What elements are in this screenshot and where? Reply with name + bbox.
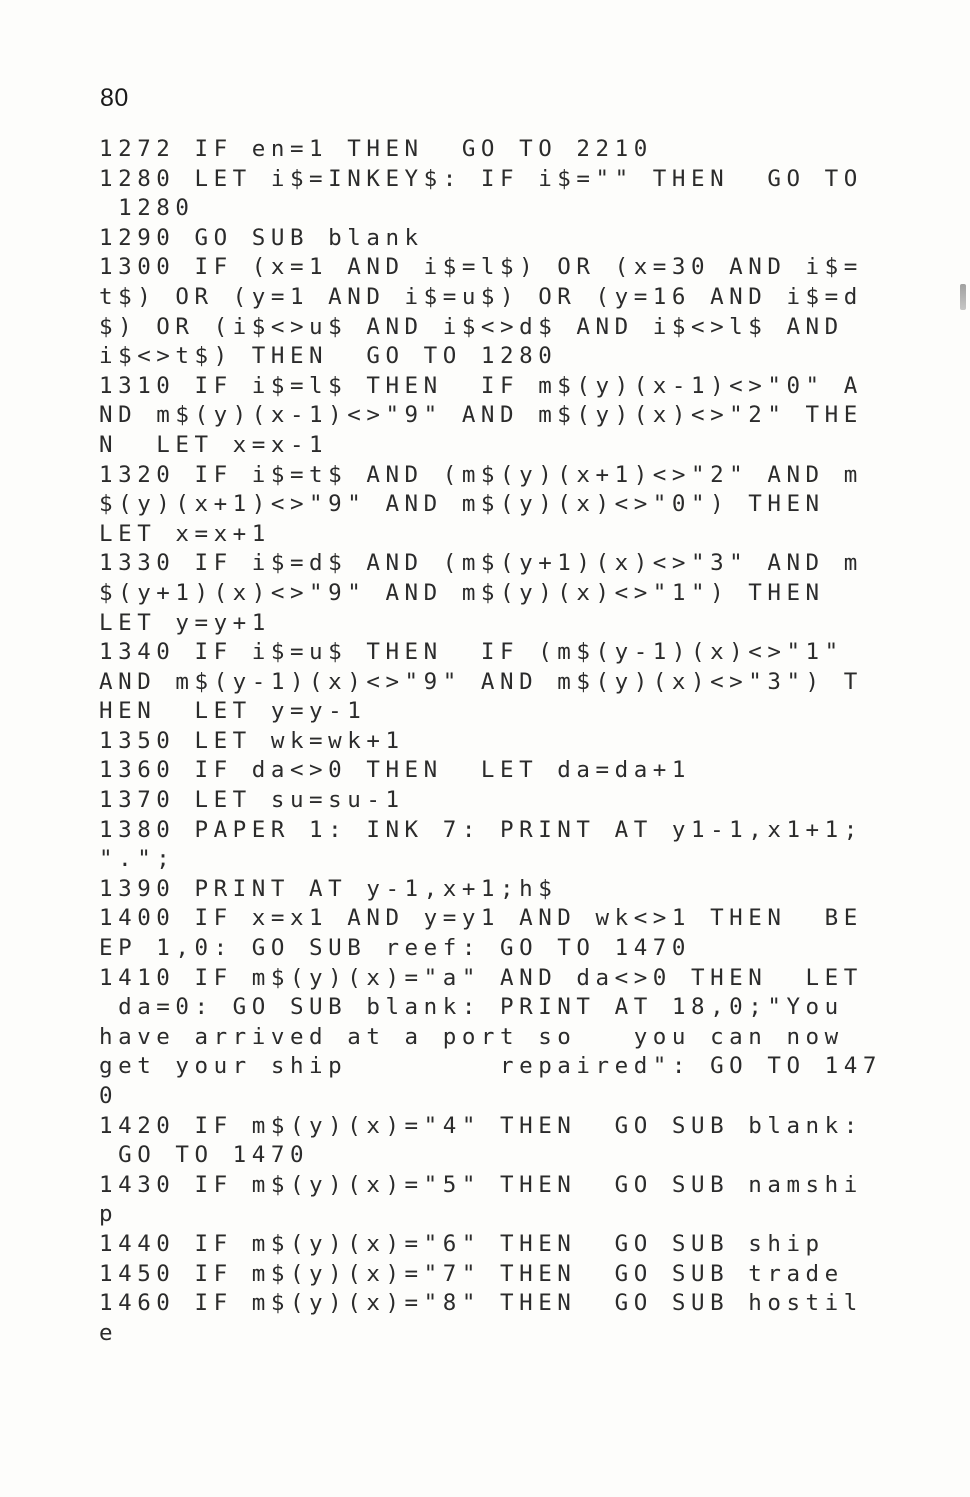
code-line: 1310 IF i$=l$ THEN IF m$(y)(x-1)<>"0" A xyxy=(99,372,863,399)
code-line: "."; xyxy=(99,846,176,873)
basic-program-listing xyxy=(99,135,882,1348)
code-line: 1460 IF m$(y)(x)="8" THEN GO SUB hostil xyxy=(99,1290,863,1317)
code-line: 1272 IF en=1 THEN GO TO 2210 xyxy=(99,136,653,162)
code-line: 1280 LET i$=INKEY$: IF i$="" THEN GO TO xyxy=(99,165,863,192)
scan-edge-mark xyxy=(960,284,966,310)
code-line: get your ship repaired": GO TO 147 xyxy=(99,1053,882,1080)
code-line: LET x=x+1 xyxy=(99,520,271,547)
code-line: $(y)(x+1)<>"9" AND m$(y)(x)<>"0") THEN xyxy=(99,491,825,518)
code-line: EP 1,0: GO SUB reef: GO TO 1470 xyxy=(99,935,691,962)
code-line: 1360 IF da<>0 THEN LET da=da+1 xyxy=(99,757,691,784)
code-line: N LET x=x-1 xyxy=(99,431,329,458)
code-line: i$<>t$) THEN GO TO 1280 xyxy=(99,343,558,370)
code-line: 1350 LET wk=wk+1 xyxy=(99,727,405,754)
code-line: 1430 IF m$(y)(x)="5" THEN GO SUB namshi xyxy=(99,1171,863,1198)
code-line: LET y=y+1 xyxy=(99,609,271,636)
code-line: 1290 GO SUB blank xyxy=(99,224,424,251)
code-line: 0 xyxy=(99,1083,119,1109)
code-line: $(y+1)(x)<>"9" AND m$(y)(x)<>"1") THEN xyxy=(99,579,825,606)
code-line: 1340 IF i$=u$ THEN IF (m$(y-1)(x)<>"1" xyxy=(99,639,844,666)
code-line: 1370 LET su=su-1 xyxy=(99,787,405,814)
code-line: 1420 IF m$(y)(x)="4" THEN GO SUB blank: xyxy=(99,1112,863,1139)
code-line: da=0: GO SUB blank: PRINT AT 18,0;"You xyxy=(99,994,844,1021)
code-line: 1440 IF m$(y)(x)="6" THEN GO SUB ship xyxy=(99,1230,825,1257)
page-number: 80 xyxy=(100,84,129,112)
code-line: p xyxy=(99,1201,119,1228)
code-line: 1390 PRINT AT y-1,x+1;h$ xyxy=(99,875,558,902)
code-line: 1400 IF x=x1 AND y=y1 AND wk<>1 THEN BE xyxy=(99,905,863,932)
code-line: e xyxy=(99,1319,119,1346)
code-line: 1330 IF i$=d$ AND (m$(y+1)(x)<>"3" AND m xyxy=(99,550,863,577)
code-line: ND m$(y)(x-1)<>"9" AND m$(y)(x)<>"2" THE xyxy=(99,402,863,429)
code-line: 1280 xyxy=(99,195,195,222)
code-line: 1450 IF m$(y)(x)="7" THEN GO SUB trade xyxy=(99,1260,844,1287)
code-line: $) OR (i$<>u$ AND i$<>d$ AND i$<>l$ AND xyxy=(99,313,844,340)
code-line: 1380 PAPER 1: INK 7: PRINT AT y1-1,x1+1; xyxy=(99,816,863,843)
code-line: 1410 IF m$(y)(x)="a" AND da<>0 THEN LET xyxy=(99,964,863,991)
code-line: have arrived at a port so you can now xyxy=(99,1023,844,1050)
code-line: t$) OR (y=1 AND i$=u$) OR (y=16 AND i$=d xyxy=(99,283,863,310)
code-line: GO TO 1470 xyxy=(99,1142,310,1169)
code-line: 1320 IF i$=t$ AND (m$(y)(x+1)<>"2" AND m xyxy=(99,461,863,488)
code-line: AND m$(y-1)(x)<>"9" AND m$(y)(x)<>"3") T xyxy=(99,668,863,695)
code-line: HEN LET y=y-1 xyxy=(99,698,367,725)
code-line: 1300 IF (x=1 AND i$=l$) OR (x=30 AND i$= xyxy=(99,254,863,281)
